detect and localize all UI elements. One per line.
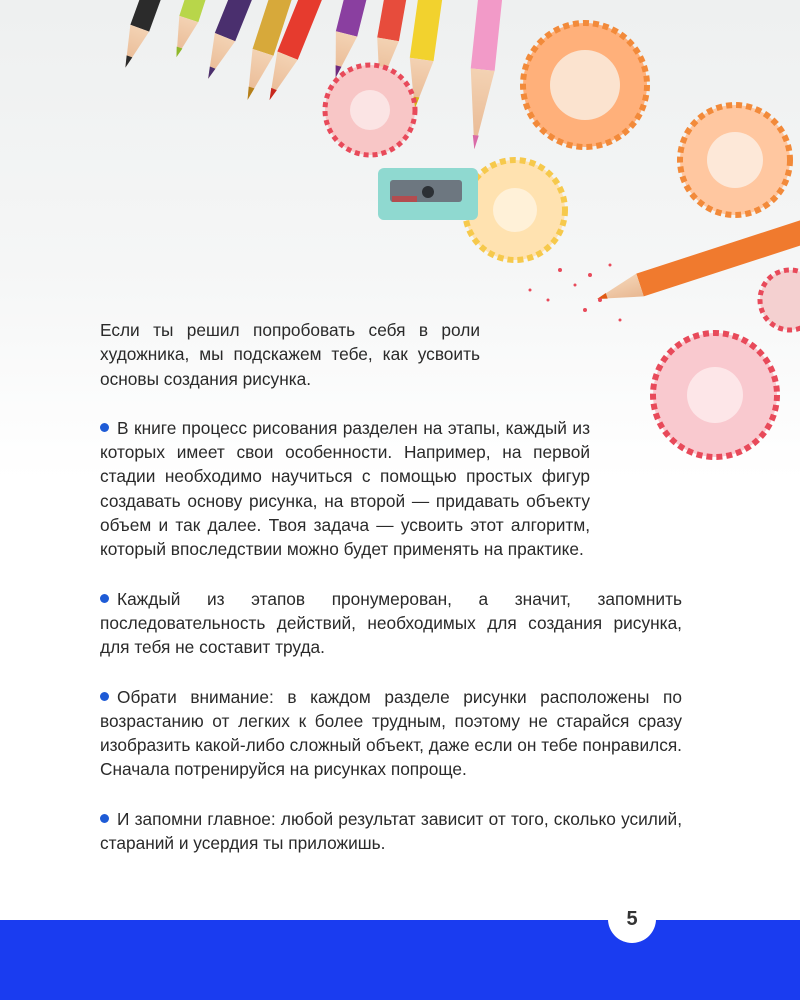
main-text bbox=[100, 318, 682, 880]
bullet-text: Обрати внимание: в каждом разделе рисунки расположены по возрастанию от легких к более трудным, поэтому не старайся сразу изобразить какой-либо сложный объект, даже если он тебе понравился. Сначала потренируйся на рисунках попроще. bbox=[100, 686, 682, 780]
bullet-dot-icon bbox=[100, 814, 109, 823]
footer-band bbox=[0, 920, 800, 1000]
bullet-paragraph bbox=[100, 807, 682, 856]
page-number: 5 bbox=[608, 895, 656, 943]
bullet-paragraph bbox=[100, 587, 682, 660]
bullet-text: Каждый из этапов пронумерован, а значит, запомнить последовательность действий, необходимых для создания рисунка, для тебя не составит труда. bbox=[100, 588, 682, 658]
bullet-dot-icon bbox=[100, 692, 109, 701]
bullet-paragraph bbox=[100, 416, 590, 562]
bullet-dot-icon bbox=[100, 423, 109, 432]
bullet-text: В книге процесс рисования разделен на этапы, каждый из которых имеет свои особенности. Например, на первой стадии необходимо научиться с помощью простых фигур создавать основу рисунка, на второй — придавать объекту объем и так далее. Твоя задача — усвоить этот алгоритм, который впоследствии можно будет применять на практике. bbox=[100, 417, 590, 560]
bullet-dot-icon bbox=[100, 594, 109, 603]
bullet-paragraph bbox=[100, 685, 682, 782]
intro-paragraph: Если ты решил попробовать себя в роли художника, мы подскажем тебе, как усвоить основы создания рисунка. bbox=[100, 320, 480, 389]
sharpener bbox=[378, 168, 478, 220]
bullet-text: И запомни главное: любой результат зависит от того, сколько усилий, стараний и усердия ты приложишь. bbox=[100, 808, 682, 854]
